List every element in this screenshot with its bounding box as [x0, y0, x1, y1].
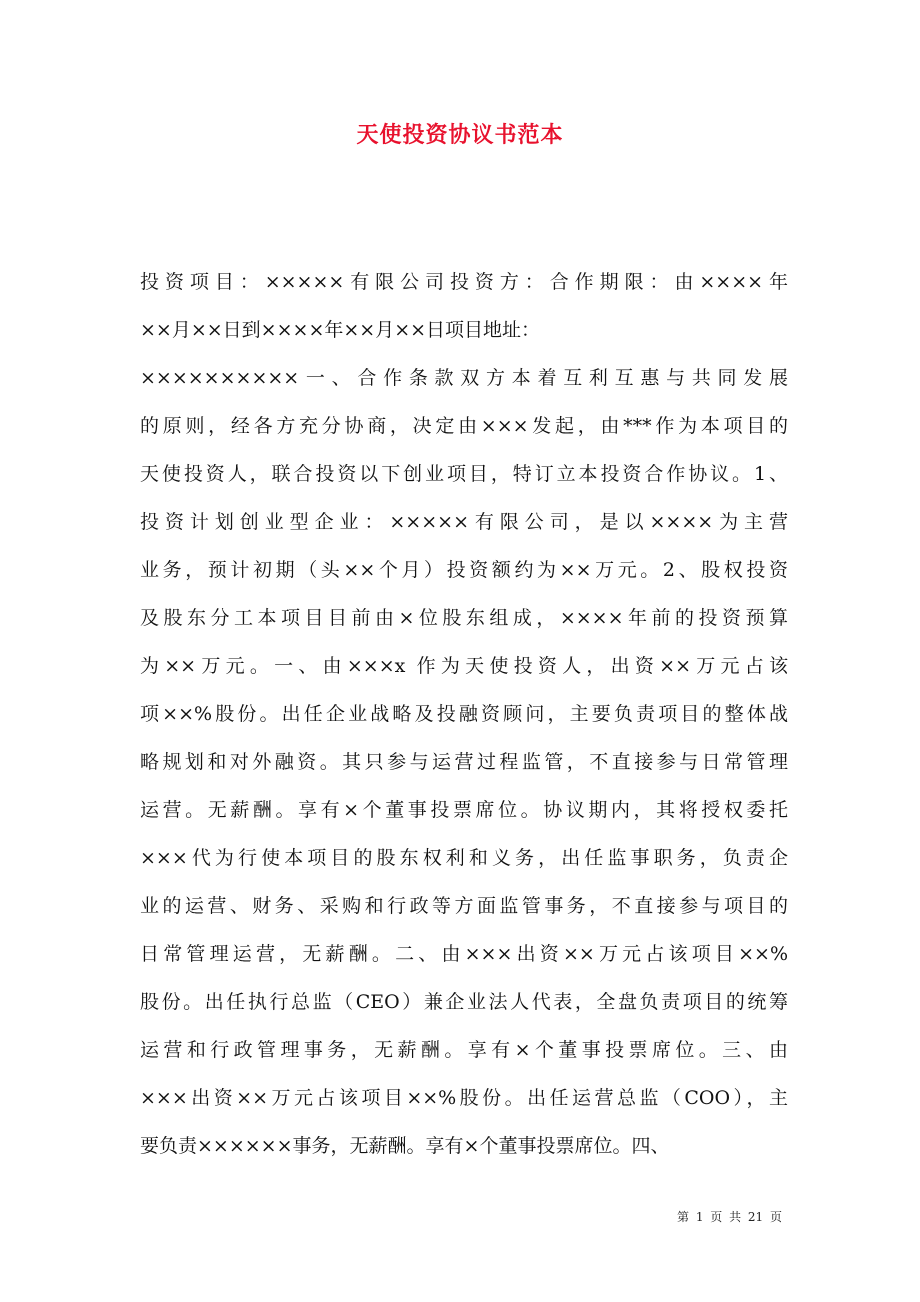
body-line: 天使投资人，联合投资以下创业项目，特订立本投资合作协议。1、: [140, 463, 788, 485]
body-line: 的原则，经各方充分协商，决定由×××发起，由***作为本项目的: [140, 415, 788, 437]
body-line: 及股东分工本项目目前由×位股东组成，××××年前的投资预算: [140, 607, 788, 629]
body-line: 投资项目：×××××有限公司投资方：合作期限：由××××年: [140, 271, 788, 293]
body-line: 略规划和对外融资。其只参与运营过程监管，不直接参与日常管理: [140, 751, 788, 773]
document-body: [140, 262, 788, 1174]
body-line: 要负责××××××事务，无薪酬。享有×个董事投票席位。四、: [140, 1135, 670, 1157]
body-line: ××××××××××一、合作条款双方本着互利互惠与共同发展: [140, 367, 788, 389]
body-line: 业务，预计初期（头××个月）投资额约为××万元。2、股权投资: [140, 559, 788, 581]
body-line: 日常管理运营，无薪酬。二、由×××出资××万元占该项目××%: [140, 943, 788, 965]
body-line: 运营。无薪酬。享有×个董事投票席位。协议期内，其将授权委托: [140, 799, 788, 821]
body-line: 股份。出任执行总监（CEO）兼企业法人代表，全盘负责项目的统筹: [140, 991, 788, 1013]
body-line: 项××%股份。出任企业战略及投融资顾问，主要负责项目的整体战: [140, 703, 788, 725]
body-line: 投资计划创业型企业：×××××有限公司，是以××××为主营: [140, 511, 788, 533]
body-line: ×××代为行使本项目的股东权利和义务，出任监事职务，负责企: [140, 847, 788, 869]
body-line: 为××万元。一、由×××x 作为天使投资人，出资××万元占该: [140, 655, 788, 677]
body-line: ×××出资××万元占该项目××%股份。出任运营总监（COO），主: [140, 1087, 788, 1109]
body-line: ××月××日到××××年××月××日项目地址：: [140, 319, 541, 341]
body-line: 运营和行政管理事务，无薪酬。享有×个董事投票席位。三、由: [140, 1039, 788, 1061]
body-line: 业的运营、财务、采购和行政等方面监管事务，不直接参与项目的: [140, 895, 788, 917]
page-number: 第 1 页 共 21 页: [677, 1210, 782, 1224]
document-title: 天使投资协议书范本: [356, 122, 564, 148]
